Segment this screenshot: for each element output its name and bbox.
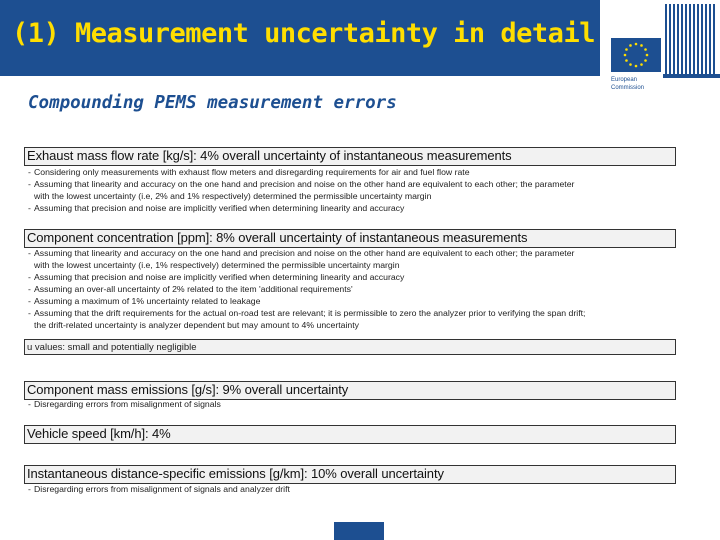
header-banner <box>0 0 600 76</box>
eu-star-icon <box>625 48 628 51</box>
logo-caption-line-1: European <box>611 77 638 83</box>
bullet-item: - Assuming that linearity and accuracy on the one hand and precision and noise on the other hand are equivalent to each other; the parameter <box>28 178 678 190</box>
eu-star-icon <box>629 44 632 47</box>
bullet-item: - Assuming an over-all uncertainty of 2% related to the item 'additional requirements' <box>28 283 678 295</box>
section-title: Component concentration [ppm]: 8% overall uncertainty of instantaneous measurements <box>27 230 528 245</box>
bullet-list <box>28 398 678 410</box>
european-commission-logo <box>600 0 720 100</box>
eu-star-icon <box>629 63 632 66</box>
bullet-item: - Assuming that linearity and accuracy on the one hand and precision and noise on the other hand are equivalent to each other; the parameter <box>28 247 678 259</box>
section-title: Instantaneous distance-specific emissions [g/km]: 10% overall uncertainty <box>27 466 444 481</box>
slide-subtitle: Compounding PEMS measurement errors <box>28 93 397 113</box>
bullet-continuation: with the lowest uncertainty (i.e, 1% respectively) determined the permissible uncertainty margin <box>34 260 400 270</box>
section-box-exhaust-flow <box>24 147 676 166</box>
eu-star-icon <box>644 59 647 62</box>
bullet-continuation: the drift-related uncertainty is analyzer dependent but may amount to 4% uncertainty <box>34 320 360 330</box>
section-box-component-concentration <box>24 229 676 248</box>
bullet-list <box>28 166 678 214</box>
bullet-item: - Assuming that the drift requirements for the actual on-road test are relevant; it is permissible to zero the analyzer prior to verifying the span drift; <box>28 307 678 319</box>
eu-star-icon <box>646 54 649 57</box>
eu-star-icon <box>644 48 647 51</box>
berlaymont-building-icon <box>663 0 720 100</box>
bullet-item: - Assuming that precision and noise are implicitly verified when determining linearity and accuracy <box>28 271 678 283</box>
bullet-list <box>28 247 678 331</box>
eu-star-icon <box>635 65 638 68</box>
section-box-distance-specific-emissions <box>24 465 676 484</box>
bullet-item: - Assuming that precision and noise are implicitly verified when determining linearity and accuracy <box>28 202 678 214</box>
section-box-u-values <box>24 339 676 355</box>
section-title: Vehicle speed [km/h]: 4% <box>27 426 171 441</box>
section-box-vehicle-speed <box>24 425 676 444</box>
section-title: Component mass emissions [g/s]: 9% overall uncertainty <box>27 382 349 397</box>
bullet-item: - Assuming a maximum of 1% uncertainty related to leakage <box>28 295 678 307</box>
logo-caption-line-2: Commission <box>611 85 645 91</box>
bullet-continuation: with the lowest uncertainty (i.e, 2% and 1% respectively) determined the permissible uncertainty margin <box>34 191 432 201</box>
bullet-item: - Disregarding errors from misalignment of signals and analyzer drift <box>28 483 678 495</box>
section-title: u values: small and potentially negligible <box>27 342 197 353</box>
eu-star-icon <box>640 44 643 47</box>
bullet-item: - Considering only measurements with exhaust flow meters and disregarding requirements for air and fuel flow rate <box>28 166 678 178</box>
eu-star-icon <box>625 59 628 62</box>
eu-star-icon <box>624 54 627 57</box>
section-title: Exhaust mass flow rate [kg/s]: 4% overall uncertainty of instantaneous measurements <box>27 148 512 163</box>
eu-flag-icon <box>611 38 661 72</box>
logo-caption <box>611 76 661 92</box>
bullet-list <box>28 483 678 495</box>
eu-star-icon <box>640 63 643 66</box>
footer-bar <box>334 522 384 540</box>
bullet-item: - Disregarding errors from misalignment of signals <box>28 398 678 410</box>
eu-star-icon <box>635 43 638 46</box>
page-title: (1) Measurement uncertainty in detail <box>12 18 595 49</box>
